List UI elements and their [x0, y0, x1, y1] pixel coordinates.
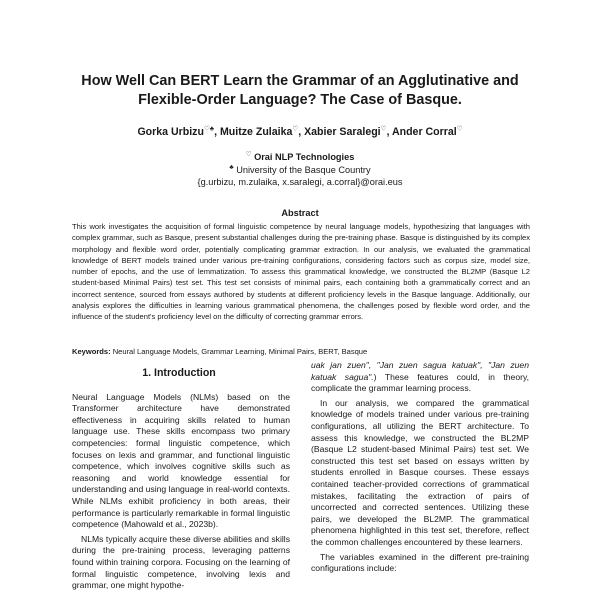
author-mark: ♡ [456, 125, 463, 133]
body-text: ) These features could, in theory, complicate the grammar learning process. [311, 371, 530, 394]
paper-title [60, 72, 540, 110]
body-paragraph [311, 360, 529, 395]
affiliations [60, 151, 540, 189]
author-list: Gorka Urbizu♡♣, Muitze Zulaika♡, Xabier Saralegi♡, Ander Corral♡ [137, 125, 463, 138]
author-emails: {g.urbizu, m.zulaika, x.saralegi, a.corral}@orai.eus [197, 177, 403, 187]
example-sentences: uak jan zuen", "Jan zuen sagua katuak", "Jan zuen katuak sagua". [311, 360, 529, 382]
affiliation-mark: ♣ [229, 163, 234, 171]
body-paragraph: The variables examined in the different pre-training configurations include: [311, 551, 529, 574]
keywords-list: Neural Language Models, Grammar Learning, Minimal Pairs, BERT, Basque [112, 347, 368, 356]
body-paragraph: NLMs typically acquire these diverse abilities and skills during the pre-training process, leveraging patterns found within training corpora. Focusing on the learning of formal linguistic competence, involving lexis and grammar, one might hypothe- [72, 533, 290, 591]
affiliation-mark: ♡ [245, 150, 252, 158]
author-mark: ♡♣ [203, 125, 215, 133]
body-paragraph: In our analysis, we compared the grammatical knowledge of models trained under various pre-training configurations, all utilizing the BERT architecture. To assess this knowledge, we constructed the BL2MP (Basque L2 student-based Minimal Pairs) test set. We constructed this test set based on essays written by students enrolled in Basque courses. These essays contained teacher-provided corrections of grammatical mistakes, facilitating the extraction of pairs of uncorrected and corrected sentences. Utilizing these pairs, we developed the BL2MP. The grammatical phenomena highlighted in this test set, therefore, reflect the common challenges encountered by these learners. [311, 397, 529, 547]
affiliation-org: University of the Basque Country [236, 164, 371, 175]
author-name: Xabier Saralegi [304, 126, 381, 138]
right-column [311, 360, 529, 578]
author-mark: ♡ [292, 125, 299, 133]
abstract-heading: Abstract [281, 208, 319, 218]
affiliation-1 [60, 151, 540, 164]
title-line-1: How Well Can BERT Learn the Grammar of an Agglutinative and [81, 73, 519, 89]
author-mark: ♡ [380, 125, 387, 133]
keywords-label: Keywords: [72, 347, 111, 356]
author-name: Ander Corral [391, 126, 457, 138]
affiliation-org: Orai NLP Technologies [254, 152, 355, 162]
left-column [72, 356, 290, 595]
affiliation-2 [60, 164, 540, 177]
author-name: Muitze Zulaika [219, 126, 293, 138]
section-heading: 1. Introduction [142, 367, 216, 379]
abstract-text: This work investigates the acquisition of formal linguistic competence by neural language models, hypothesizing that languages with complex grammar, such as Basque, present substantial challenges during the pre-training phase. Basque is distinguished by its complex morphology and flexible word order, potentially complicating grammar extraction. In our analysis, we evaluated the grammatical knowledge of BERT models trained under various pre-training configurations, considering factors such as corpus size, model size, number of epochs, and the use of lemmatization. To assess this grammatical knowledge, we constructed the BL2MP (Basque L2 student-based Minimal Pairs) test set. This test set consists of minimal pairs, each containing both a grammatically correct and an incorrect sentence, sourced from essays authored by students at different proficiency levels in the Basque language. Additionally, our analysis explores the difficulties in learning various grammatical phenomena, the challenges posed by flexible word order, and the influence of the student's proficiency level on the difficulty of correcting grammar errors. [72, 222, 530, 322]
author-name: Gorka Urbizu [137, 126, 204, 138]
body-paragraph: Neural Language Models (NLMs) based on the Transformer architecture have demonstrated effectiveness in acquiring skills related to human language use. These skills encompass two primary competencies: formal linguistic competence, which focuses on lexis and grammar, and functional linguistic competence, which involves cognitive skills such as reasoning and world knowledge essential for understanding and using language in real-world contexts. While NLMs exhibit proficiency in both areas, their performance is particularly remarkable in formal linguistic competence (Mahowald et al., 2023b). [72, 391, 290, 530]
title-line-2: Flexible-Order Language? The Case of Basque. [138, 92, 462, 108]
